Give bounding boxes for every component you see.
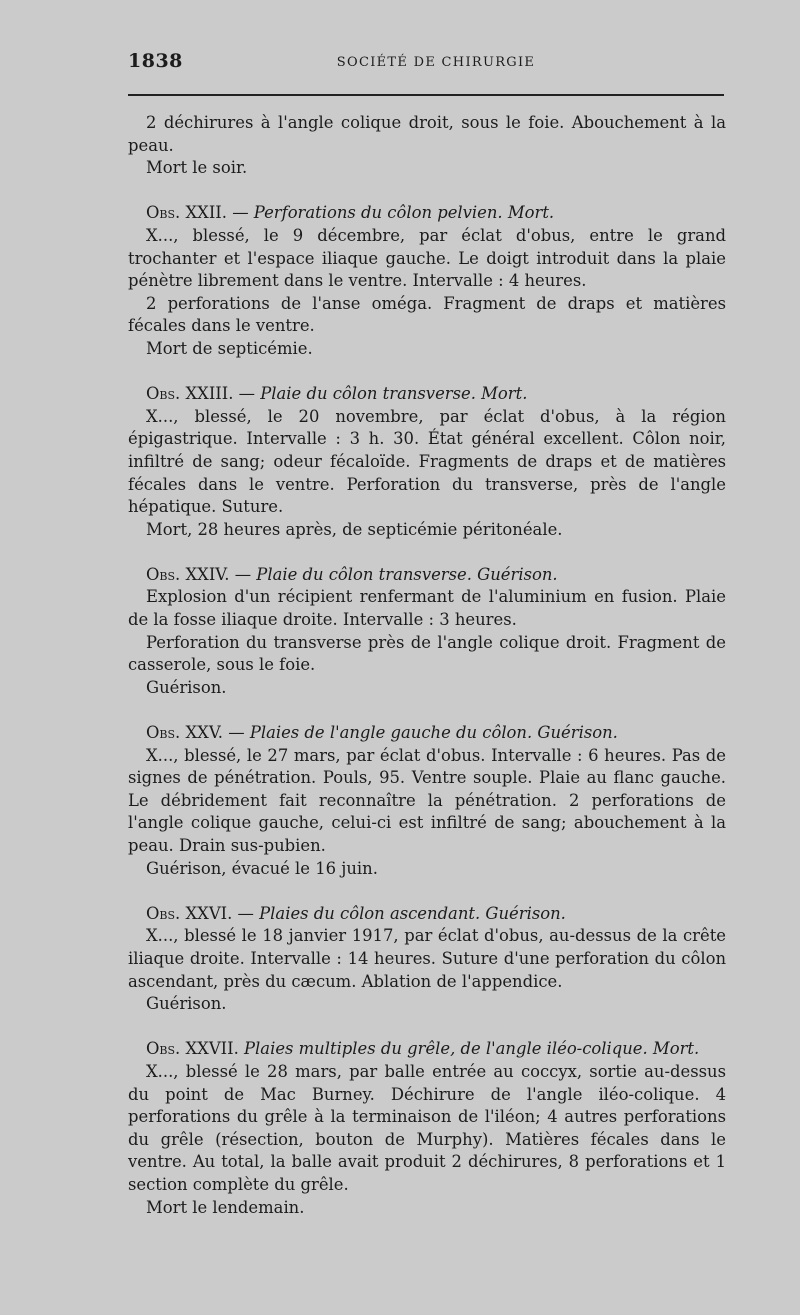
observation-paragraph: Perforation du transverse près de l'angle colique droit. Fragment de casserole, sous le foie. [128,632,726,675]
observation-paragraph: 2 perforations de l'anse oméga. Fragment de draps et matières fécales dans le ventre. [128,293,726,336]
header-rule [128,94,724,96]
observation-label: Obs. XXV. [146,723,223,743]
page-body [128,112,726,1219]
observation-paragraph: Mort de septicémie. [146,338,313,358]
observation-label: Obs. XXVII. [146,1039,239,1059]
observation-paragraph: Mort le lendemain. [146,1197,305,1217]
page-number: 1838 [128,50,183,72]
observation-heading: Obs. XXVI. — Plaies du côlon ascendant. Guérison. [146,903,566,923]
observation-title: Plaie du côlon transverse. Mort. [260,384,528,404]
observation-heading: Obs. XXIV. — Plaie du côlon transverse. Guérison. [146,564,558,584]
observation-paragraph: X..., blessé, le 9 décembre, par éclat d'obus, entre le grand trochanter et l'espace iliaque gauche. Le doigt introduit dans la plaie pénètre librement dans le ventre. Intervalle : 4 heures. [128,225,726,291]
observation-title: Plaies du côlon ascendant. Guérison. [259,903,566,923]
observation-heading: Obs. XXII. — Perforations du côlon pelvien. Mort. [146,203,555,223]
observation-paragraph: X..., blessé, le 20 novembre, par éclat d'obus, à la région épigastrique. Intervalle : 3 h. 30. État général excellent. Côlon noir, infiltré de sang; odeur fécaloïde. Fragments de draps et de matières fécales dans le ventre. Perforation du transverse, près de l'angle hépatique. Suture. [128,406,726,517]
observation-paragraph: Explosion d'un récipient renfermant de l'aluminium en fusion. Plaie de la fosse iliaque droite. Intervalle : 3 heures. [128,587,726,630]
running-title: SOCIÉTÉ DE CHIRURGIE [336,55,536,70]
observation-label: Obs. XXIII. [146,384,234,404]
observation-title: Plaies de l'angle gauche du côlon. Guérison. [249,723,618,743]
observation-paragraph: X..., blessé le 18 janvier 1917, par éclat d'obus, au-dessus de la crête iliaque droite. Intervalle : 14 heures. Suture d'une perforation du côlon ascendant, près du cæcum. Ablation de l'appendice. [128,926,726,991]
observation-title: Plaie du côlon transverse. Guérison. [256,564,558,584]
observation-heading: Obs. XXIII. — Plaie du côlon transverse. Mort. [146,384,528,404]
observation-paragraph: Mort, 28 heures après, de septicémie péritonéale. [146,519,563,539]
observation-label: Obs. XXVI. [146,903,233,923]
observation-paragraph: Guérison. [146,677,227,697]
intro-paragraph: Mort le soir. [146,158,248,178]
observation-title: Plaies multiples du grêle, de l'angle iléo-colique. Mort. [244,1039,700,1059]
observation-paragraph: X..., blessé le 28 mars, par balle entrée au coccyx, sortie au-dessus du point de Mac Burney. Déchirure de l'angle iléo-colique. 4 perforations du grêle à la terminaison de l'iléon; 4 autres perforations du grêle (résection, bouton de Murphy). Matières fécales dans le ventre. Au total, la balle avait produit 2 déchirures, 8 perforations et 1 section complète du grêle. [128,1061,726,1194]
observation-title: Perforations du côlon pelvien. Mort. [253,203,555,223]
observation-heading: Obs. XXV. — Plaies de l'angle gauche du côlon. Guérison. [146,723,618,743]
observation-paragraph: Guérison. [146,994,227,1014]
observation-label: Obs. XXII. [146,203,227,223]
observation-paragraph: X..., blessé, le 27 mars, par éclat d'obus. Intervalle : 6 heures. Pas de signes de pénétration. Pouls, 95. Ventre souple. Plaie au flanc gauche. Le débridement fait reconnaître la pénétration. 2 perforations de l'angle colique gauche, celui-ci est infiltré de sang; abouchement à la peau. Drain sus-pubien. [128,745,726,855]
observation-label: Obs. XXIV. [146,564,230,584]
intro-paragraph: 2 déchirures à l'angle colique droit, sous le foie. Abouchement à la peau. [128,113,726,155]
page-header [128,50,724,76]
observation-paragraph: Guérison, évacué le 16 juin. [146,858,378,878]
observation-heading [128,1038,726,1061]
